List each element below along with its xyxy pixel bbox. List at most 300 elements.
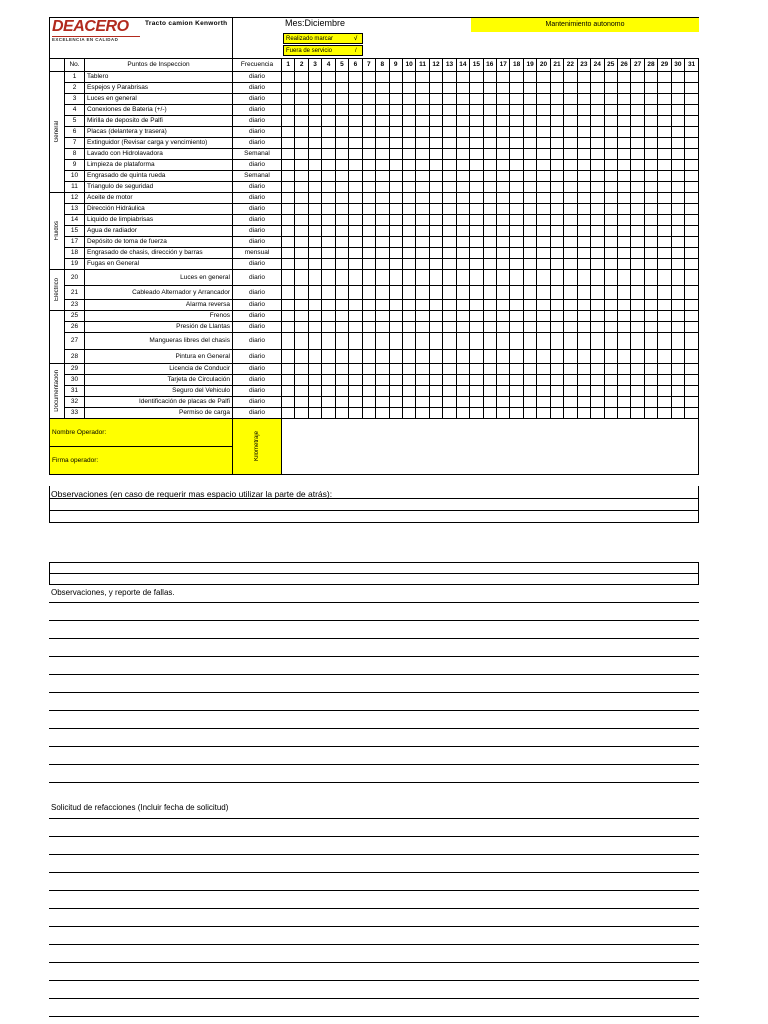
day-check-cell[interactable] — [362, 160, 375, 171]
day-check-cell[interactable] — [295, 300, 308, 311]
day-check-cell[interactable] — [497, 182, 510, 193]
day-check-cell[interactable] — [456, 226, 469, 237]
day-check-cell[interactable] — [349, 248, 362, 259]
day-check-cell[interactable] — [550, 226, 563, 237]
day-check-cell[interactable] — [483, 149, 496, 160]
day-check-cell[interactable] — [671, 193, 684, 204]
day-check-cell[interactable] — [322, 311, 335, 322]
day-check-cell[interactable] — [523, 322, 536, 333]
day-check-cell[interactable] — [671, 160, 684, 171]
writing-line[interactable] — [49, 692, 699, 693]
day-check-cell[interactable] — [483, 364, 496, 375]
day-check-cell[interactable] — [376, 248, 389, 259]
day-check-cell[interactable] — [671, 270, 684, 286]
day-check-cell[interactable] — [631, 182, 644, 193]
day-check-cell[interactable] — [416, 193, 429, 204]
day-check-cell[interactable] — [295, 248, 308, 259]
day-check-cell[interactable] — [510, 171, 523, 182]
writing-line[interactable] — [49, 854, 699, 855]
day-check-cell[interactable] — [443, 116, 456, 127]
day-check-cell[interactable] — [510, 270, 523, 286]
day-check-cell[interactable] — [671, 311, 684, 322]
day-check-cell[interactable] — [470, 270, 483, 286]
day-check-cell[interactable] — [282, 397, 295, 408]
day-check-cell[interactable] — [537, 116, 550, 127]
day-check-cell[interactable] — [644, 72, 657, 83]
day-check-cell[interactable] — [658, 270, 671, 286]
day-check-cell[interactable] — [617, 138, 630, 149]
day-check-cell[interactable] — [523, 408, 536, 419]
day-check-cell[interactable] — [322, 193, 335, 204]
day-check-cell[interactable] — [658, 408, 671, 419]
day-check-cell[interactable] — [617, 408, 630, 419]
day-check-cell[interactable] — [537, 204, 550, 215]
day-check-cell[interactable] — [429, 204, 442, 215]
day-check-cell[interactable] — [644, 237, 657, 248]
day-check-cell[interactable] — [537, 138, 550, 149]
day-check-cell[interactable] — [362, 72, 375, 83]
day-check-cell[interactable] — [658, 127, 671, 138]
day-check-cell[interactable] — [591, 300, 604, 311]
day-check-cell[interactable] — [497, 375, 510, 386]
day-check-cell[interactable] — [523, 364, 536, 375]
day-check-cell[interactable] — [376, 375, 389, 386]
day-check-cell[interactable] — [470, 127, 483, 138]
day-check-cell[interactable] — [282, 333, 295, 350]
day-check-cell[interactable] — [537, 311, 550, 322]
day-check-cell[interactable] — [429, 171, 442, 182]
day-check-cell[interactable] — [308, 322, 321, 333]
day-check-cell[interactable] — [537, 248, 550, 259]
day-check-cell[interactable] — [282, 105, 295, 116]
day-check-cell[interactable] — [617, 386, 630, 397]
day-check-cell[interactable] — [456, 300, 469, 311]
day-check-cell[interactable] — [550, 237, 563, 248]
day-check-cell[interactable] — [443, 311, 456, 322]
day-check-cell[interactable] — [376, 171, 389, 182]
day-check-cell[interactable] — [416, 237, 429, 248]
day-check-cell[interactable] — [335, 138, 348, 149]
day-check-cell[interactable] — [376, 72, 389, 83]
day-check-cell[interactable] — [617, 350, 630, 364]
day-check-cell[interactable] — [402, 171, 415, 182]
day-check-cell[interactable] — [389, 127, 402, 138]
day-check-cell[interactable] — [443, 105, 456, 116]
day-check-cell[interactable] — [389, 300, 402, 311]
day-check-cell[interactable] — [416, 72, 429, 83]
day-check-cell[interactable] — [362, 311, 375, 322]
day-check-cell[interactable] — [537, 300, 550, 311]
day-check-cell[interactable] — [550, 160, 563, 171]
day-check-cell[interactable] — [308, 397, 321, 408]
day-check-cell[interactable] — [497, 237, 510, 248]
day-check-cell[interactable] — [282, 116, 295, 127]
day-check-cell[interactable] — [416, 408, 429, 419]
day-check-cell[interactable] — [550, 286, 563, 300]
day-check-cell[interactable] — [402, 138, 415, 149]
day-check-cell[interactable] — [416, 248, 429, 259]
writing-line[interactable] — [49, 710, 699, 711]
day-check-cell[interactable] — [591, 72, 604, 83]
day-check-cell[interactable] — [604, 149, 617, 160]
day-check-cell[interactable] — [564, 215, 577, 226]
day-check-cell[interactable] — [429, 138, 442, 149]
day-check-cell[interactable] — [617, 259, 630, 270]
day-check-cell[interactable] — [510, 286, 523, 300]
day-check-cell[interactable] — [429, 286, 442, 300]
day-check-cell[interactable] — [497, 350, 510, 364]
day-check-cell[interactable] — [523, 311, 536, 322]
day-check-cell[interactable] — [443, 364, 456, 375]
day-check-cell[interactable] — [349, 94, 362, 105]
day-check-cell[interactable] — [591, 171, 604, 182]
day-check-cell[interactable] — [443, 350, 456, 364]
day-check-cell[interactable] — [523, 226, 536, 237]
day-check-cell[interactable] — [416, 300, 429, 311]
day-check-cell[interactable] — [510, 375, 523, 386]
day-check-cell[interactable] — [685, 182, 699, 193]
day-check-cell[interactable] — [456, 270, 469, 286]
day-check-cell[interactable] — [685, 408, 699, 419]
day-check-cell[interactable] — [295, 215, 308, 226]
day-check-cell[interactable] — [591, 182, 604, 193]
day-check-cell[interactable] — [362, 248, 375, 259]
day-check-cell[interactable] — [564, 226, 577, 237]
day-check-cell[interactable] — [631, 149, 644, 160]
day-check-cell[interactable] — [510, 83, 523, 94]
day-check-cell[interactable] — [389, 311, 402, 322]
day-check-cell[interactable] — [456, 333, 469, 350]
day-check-cell[interactable] — [389, 237, 402, 248]
day-check-cell[interactable] — [295, 350, 308, 364]
day-check-cell[interactable] — [282, 237, 295, 248]
day-check-cell[interactable] — [577, 322, 590, 333]
day-check-cell[interactable] — [402, 333, 415, 350]
day-check-cell[interactable] — [402, 311, 415, 322]
day-check-cell[interactable] — [429, 408, 442, 419]
day-check-cell[interactable] — [510, 311, 523, 322]
day-check-cell[interactable] — [658, 182, 671, 193]
day-check-cell[interactable] — [335, 286, 348, 300]
day-check-cell[interactable] — [564, 116, 577, 127]
day-check-cell[interactable] — [335, 350, 348, 364]
day-check-cell[interactable] — [550, 270, 563, 286]
day-check-cell[interactable] — [376, 286, 389, 300]
day-check-cell[interactable] — [510, 94, 523, 105]
day-check-cell[interactable] — [671, 333, 684, 350]
day-check-cell[interactable] — [644, 397, 657, 408]
writing-line[interactable] — [49, 836, 699, 837]
day-check-cell[interactable] — [564, 127, 577, 138]
day-check-cell[interactable] — [322, 237, 335, 248]
day-check-cell[interactable] — [497, 193, 510, 204]
day-check-cell[interactable] — [591, 149, 604, 160]
writing-line[interactable] — [49, 674, 699, 675]
day-check-cell[interactable] — [470, 300, 483, 311]
day-check-cell[interactable] — [443, 226, 456, 237]
day-check-cell[interactable] — [483, 171, 496, 182]
day-check-cell[interactable] — [402, 364, 415, 375]
day-check-cell[interactable] — [671, 72, 684, 83]
day-check-cell[interactable] — [389, 116, 402, 127]
day-check-cell[interactable] — [617, 226, 630, 237]
day-check-cell[interactable] — [416, 204, 429, 215]
day-check-cell[interactable] — [416, 171, 429, 182]
day-check-cell[interactable] — [483, 237, 496, 248]
day-check-cell[interactable] — [362, 105, 375, 116]
day-check-cell[interactable] — [550, 350, 563, 364]
day-check-cell[interactable] — [564, 237, 577, 248]
day-check-cell[interactable] — [564, 270, 577, 286]
day-check-cell[interactable] — [644, 127, 657, 138]
day-check-cell[interactable] — [308, 408, 321, 419]
day-check-cell[interactable] — [550, 333, 563, 350]
day-check-cell[interactable] — [537, 322, 550, 333]
day-check-cell[interactable] — [483, 182, 496, 193]
day-check-cell[interactable] — [671, 259, 684, 270]
day-check-cell[interactable] — [282, 311, 295, 322]
day-check-cell[interactable] — [577, 333, 590, 350]
writing-line[interactable] — [49, 656, 699, 657]
day-check-cell[interactable] — [510, 149, 523, 160]
day-check-cell[interactable] — [497, 300, 510, 311]
day-check-cell[interactable] — [631, 160, 644, 171]
day-check-cell[interactable] — [308, 204, 321, 215]
day-check-cell[interactable] — [591, 333, 604, 350]
day-check-cell[interactable] — [470, 105, 483, 116]
writing-line[interactable] — [49, 620, 699, 621]
day-check-cell[interactable] — [308, 333, 321, 350]
day-check-cell[interactable] — [577, 248, 590, 259]
day-check-cell[interactable] — [322, 182, 335, 193]
day-check-cell[interactable] — [349, 300, 362, 311]
day-check-cell[interactable] — [456, 237, 469, 248]
day-check-cell[interactable] — [335, 160, 348, 171]
day-check-cell[interactable] — [349, 160, 362, 171]
day-check-cell[interactable] — [671, 171, 684, 182]
day-check-cell[interactable] — [282, 300, 295, 311]
day-check-cell[interactable] — [322, 72, 335, 83]
day-check-cell[interactable] — [322, 149, 335, 160]
day-check-cell[interactable] — [282, 204, 295, 215]
writing-line[interactable] — [49, 573, 699, 574]
day-check-cell[interactable] — [402, 375, 415, 386]
day-check-cell[interactable] — [456, 204, 469, 215]
day-check-cell[interactable] — [470, 286, 483, 300]
day-check-cell[interactable] — [483, 94, 496, 105]
day-check-cell[interactable] — [510, 215, 523, 226]
day-check-cell[interactable] — [335, 248, 348, 259]
day-check-cell[interactable] — [550, 116, 563, 127]
day-check-cell[interactable] — [456, 182, 469, 193]
day-check-cell[interactable] — [617, 237, 630, 248]
day-check-cell[interactable] — [685, 248, 699, 259]
day-check-cell[interactable] — [416, 333, 429, 350]
day-check-cell[interactable] — [349, 259, 362, 270]
day-check-cell[interactable] — [564, 171, 577, 182]
day-check-cell[interactable] — [362, 300, 375, 311]
day-check-cell[interactable] — [349, 193, 362, 204]
day-check-cell[interactable] — [591, 286, 604, 300]
day-check-cell[interactable] — [483, 116, 496, 127]
day-check-cell[interactable] — [429, 127, 442, 138]
day-check-cell[interactable] — [416, 226, 429, 237]
day-check-cell[interactable] — [591, 226, 604, 237]
day-check-cell[interactable] — [577, 138, 590, 149]
day-check-cell[interactable] — [429, 259, 442, 270]
day-check-cell[interactable] — [523, 127, 536, 138]
day-check-cell[interactable] — [497, 408, 510, 419]
day-check-cell[interactable] — [362, 215, 375, 226]
day-check-cell[interactable] — [591, 386, 604, 397]
day-check-cell[interactable] — [685, 397, 699, 408]
day-check-cell[interactable] — [671, 204, 684, 215]
day-check-cell[interactable] — [483, 248, 496, 259]
day-check-cell[interactable] — [658, 300, 671, 311]
day-check-cell[interactable] — [685, 286, 699, 300]
day-check-cell[interactable] — [617, 215, 630, 226]
day-check-cell[interactable] — [389, 182, 402, 193]
day-check-cell[interactable] — [550, 127, 563, 138]
day-check-cell[interactable] — [470, 83, 483, 94]
day-check-cell[interactable] — [631, 408, 644, 419]
day-check-cell[interactable] — [631, 248, 644, 259]
day-check-cell[interactable] — [402, 72, 415, 83]
day-check-cell[interactable] — [376, 397, 389, 408]
day-check-cell[interactable] — [537, 215, 550, 226]
day-check-cell[interactable] — [497, 322, 510, 333]
day-check-cell[interactable] — [456, 215, 469, 226]
day-check-cell[interactable] — [456, 248, 469, 259]
day-check-cell[interactable] — [644, 375, 657, 386]
day-check-cell[interactable] — [617, 270, 630, 286]
day-check-cell[interactable] — [510, 300, 523, 311]
day-check-cell[interactable] — [617, 160, 630, 171]
writing-line[interactable] — [49, 998, 699, 999]
day-check-cell[interactable] — [591, 311, 604, 322]
day-check-cell[interactable] — [389, 149, 402, 160]
day-check-cell[interactable] — [308, 386, 321, 397]
day-check-cell[interactable] — [335, 149, 348, 160]
day-check-cell[interactable] — [577, 116, 590, 127]
day-check-cell[interactable] — [617, 94, 630, 105]
day-check-cell[interactable] — [402, 270, 415, 286]
day-check-cell[interactable] — [295, 259, 308, 270]
day-check-cell[interactable] — [510, 226, 523, 237]
day-check-cell[interactable] — [308, 364, 321, 375]
day-check-cell[interactable] — [483, 127, 496, 138]
day-check-cell[interactable] — [577, 311, 590, 322]
day-check-cell[interactable] — [510, 116, 523, 127]
day-check-cell[interactable] — [483, 311, 496, 322]
day-check-cell[interactable] — [308, 226, 321, 237]
day-check-cell[interactable] — [402, 127, 415, 138]
day-check-cell[interactable] — [671, 83, 684, 94]
day-check-cell[interactable] — [617, 105, 630, 116]
day-check-cell[interactable] — [483, 193, 496, 204]
operator-name-label[interactable]: Nombre Operador: — [50, 419, 233, 447]
day-check-cell[interactable] — [295, 105, 308, 116]
day-check-cell[interactable] — [470, 350, 483, 364]
day-check-cell[interactable] — [658, 248, 671, 259]
day-check-cell[interactable] — [389, 322, 402, 333]
day-check-cell[interactable] — [577, 204, 590, 215]
day-check-cell[interactable] — [335, 204, 348, 215]
day-check-cell[interactable] — [564, 182, 577, 193]
day-check-cell[interactable] — [322, 226, 335, 237]
day-check-cell[interactable] — [322, 386, 335, 397]
day-check-cell[interactable] — [550, 72, 563, 83]
day-check-cell[interactable] — [376, 204, 389, 215]
day-check-cell[interactable] — [335, 364, 348, 375]
day-check-cell[interactable] — [577, 300, 590, 311]
day-check-cell[interactable] — [416, 397, 429, 408]
day-check-cell[interactable] — [671, 248, 684, 259]
day-check-cell[interactable] — [644, 160, 657, 171]
day-check-cell[interactable] — [564, 259, 577, 270]
day-check-cell[interactable] — [604, 300, 617, 311]
day-check-cell[interactable] — [658, 204, 671, 215]
day-check-cell[interactable] — [402, 300, 415, 311]
day-check-cell[interactable] — [617, 286, 630, 300]
day-check-cell[interactable] — [402, 226, 415, 237]
day-check-cell[interactable] — [402, 193, 415, 204]
day-check-cell[interactable] — [402, 386, 415, 397]
day-check-cell[interactable] — [617, 204, 630, 215]
day-check-cell[interactable] — [564, 311, 577, 322]
day-check-cell[interactable] — [443, 182, 456, 193]
day-check-cell[interactable] — [550, 149, 563, 160]
day-check-cell[interactable] — [617, 149, 630, 160]
day-check-cell[interactable] — [671, 127, 684, 138]
day-check-cell[interactable] — [376, 386, 389, 397]
day-check-cell[interactable] — [591, 83, 604, 94]
day-check-cell[interactable] — [644, 83, 657, 94]
day-check-cell[interactable] — [497, 105, 510, 116]
day-check-cell[interactable] — [470, 204, 483, 215]
day-check-cell[interactable] — [429, 311, 442, 322]
day-check-cell[interactable] — [617, 375, 630, 386]
day-check-cell[interactable] — [510, 72, 523, 83]
day-check-cell[interactable] — [604, 226, 617, 237]
day-check-cell[interactable] — [456, 375, 469, 386]
day-check-cell[interactable] — [402, 215, 415, 226]
day-check-cell[interactable] — [335, 237, 348, 248]
day-check-cell[interactable] — [617, 72, 630, 83]
day-check-cell[interactable] — [308, 127, 321, 138]
day-check-cell[interactable] — [604, 105, 617, 116]
day-check-cell[interactable] — [604, 83, 617, 94]
day-check-cell[interactable] — [335, 311, 348, 322]
day-check-cell[interactable] — [564, 160, 577, 171]
day-check-cell[interactable] — [349, 105, 362, 116]
day-check-cell[interactable] — [671, 182, 684, 193]
day-check-cell[interactable] — [282, 94, 295, 105]
day-check-cell[interactable] — [537, 259, 550, 270]
day-check-cell[interactable] — [564, 138, 577, 149]
day-check-cell[interactable] — [322, 270, 335, 286]
day-check-cell[interactable] — [308, 311, 321, 322]
day-check-cell[interactable] — [658, 397, 671, 408]
day-check-cell[interactable] — [510, 364, 523, 375]
day-check-cell[interactable] — [604, 408, 617, 419]
day-check-cell[interactable] — [295, 375, 308, 386]
day-check-cell[interactable] — [577, 408, 590, 419]
day-check-cell[interactable] — [456, 127, 469, 138]
day-check-cell[interactable] — [497, 270, 510, 286]
day-check-cell[interactable] — [564, 364, 577, 375]
day-check-cell[interactable] — [322, 397, 335, 408]
